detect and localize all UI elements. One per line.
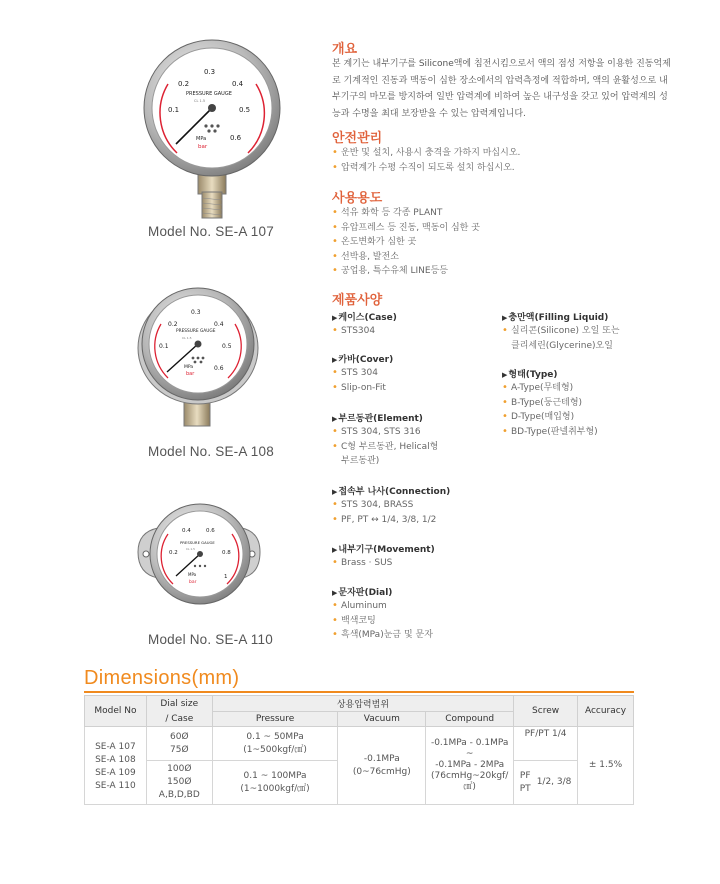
- header-vacuum: Vacuum: [338, 712, 426, 727]
- dial-label: 0.5: [239, 106, 251, 114]
- spec-heading-connection: ▶ 접속부 나사(Connection): [332, 484, 450, 497]
- pressure-value: (1~1000kgf/㎠): [240, 783, 310, 794]
- vacuum-value: (0~76cmHg): [352, 766, 411, 777]
- dial-label: 0.6: [206, 528, 215, 534]
- dial-unit-bar: bar: [186, 371, 195, 377]
- list-item: • STS 304, STS 316: [332, 425, 438, 440]
- dial-label: 0.6: [214, 365, 224, 372]
- spec-heading-case: ▶ 케이스(Case): [332, 310, 397, 323]
- gauge-image-se-a-107: [138, 36, 288, 222]
- dial-unit: MPa: [184, 365, 194, 370]
- spec-heading-cover: ▶ 카바(Cover): [332, 352, 393, 365]
- list-item: • 백색코팅: [332, 614, 433, 629]
- overview-title: 개요: [332, 42, 358, 57]
- list-item: • A-Type(무테형): [502, 381, 598, 396]
- header-model-no: Model No: [85, 696, 147, 727]
- header-compound: Compound: [426, 712, 514, 727]
- header-dial-size: Dial size: [146, 696, 212, 712]
- specs-title: 제품사양: [332, 293, 383, 308]
- list-item-continued: 부르동관): [341, 456, 380, 466]
- dial-size: 60Ø: [170, 731, 189, 742]
- vacuum-cell: [338, 727, 426, 805]
- dial-caption: PRESSURE GAUGE: [180, 540, 215, 545]
- list-item: • 선박용, 발전소: [332, 250, 480, 265]
- model-label-se-a-110: Model No. SE-A 110: [148, 632, 273, 647]
- list-item: • STS 304: [332, 366, 386, 381]
- screw-type-pt: PT: [519, 783, 531, 794]
- header-case: / Case: [146, 712, 212, 727]
- dial-label: 0.2: [168, 321, 178, 328]
- usage-list: [332, 206, 480, 279]
- pressure-value: 0.1 ~ 100MPa: [243, 770, 307, 781]
- vacuum-value: -0.1MPa: [363, 753, 400, 764]
- dial-unit: MPa: [188, 572, 197, 577]
- header-pressure: Pressure: [212, 712, 338, 727]
- compound-value: (76cmHg~20kgf/㎠): [431, 771, 509, 792]
- compound-cell: [426, 727, 514, 805]
- case-types: A,B,D,BD: [158, 790, 200, 800]
- screw-type-pf: PF: [519, 770, 531, 781]
- list-item: • B-Type(둥근테형): [502, 396, 598, 411]
- spec-heading-movement: ▶ 내부기구(Movement): [332, 542, 435, 555]
- list-item: • C형 부르동관, Helical형: [332, 440, 438, 455]
- screw-cell: [514, 761, 578, 805]
- dial-label: 0.1: [168, 106, 180, 114]
- spec-list-element: [332, 425, 438, 469]
- list-item: • 유압프레스 등 진동, 맥동이 심한 곳: [332, 221, 480, 236]
- screw-size: 1/2, 3/8: [536, 777, 572, 787]
- dial-label: 0.8: [222, 550, 231, 556]
- list-item: • 운반 및 설치, 사용시 충격을 가하지 마십시오.: [332, 146, 520, 161]
- spec-list-filling-liquid: [502, 324, 620, 353]
- spec-heading-type: ▶ 형태(Type): [502, 367, 558, 380]
- dial-label: 0.6: [230, 134, 242, 142]
- spec-list-case: [332, 324, 375, 339]
- dial-label: 0.2: [178, 80, 190, 88]
- dial-label: 0.4: [214, 321, 224, 328]
- list-item: • Brass · SUS: [332, 556, 392, 571]
- list-item: • PF, PT ↔ 1/4, 3/8, 1/2: [332, 513, 436, 528]
- overview-line: 본 계기는 내부기구를 Silicone액에 침전시킴으로서 액의 점성 저항을 이용한 진동억제: [332, 59, 671, 69]
- dial-label: 0.5: [222, 343, 232, 350]
- spec-list-connection: [332, 498, 436, 527]
- table-row: SE-A 110: [95, 780, 136, 791]
- usage-title: 사용용도: [332, 191, 383, 206]
- screw-value: PF/PT 1/4: [524, 729, 567, 739]
- dial-size-cell: [146, 727, 212, 761]
- pressure-value: 0.1 ~ 50MPa: [246, 731, 304, 742]
- list-item: • 압력계가 수평 수직이 되도록 설치 하십시오.: [332, 161, 520, 176]
- spec-list-movement: [332, 556, 392, 571]
- pressure-value: (1~500kgf/㎠): [243, 744, 307, 755]
- list-item: • 공업용, 특수유체 LINE등등: [332, 264, 480, 279]
- list-item: • 흑색(MPa)눈금 및 문자: [332, 628, 433, 643]
- dial-label: 0.2: [169, 550, 178, 556]
- list-item: • 실리콘(Silicone) 오일 또는: [502, 324, 620, 339]
- model-list-cell: [85, 727, 147, 805]
- list-item-continued: 클리세린(Glycerine)오일: [511, 340, 613, 351]
- dial-label: 0.1: [159, 343, 169, 350]
- dimensions-title: Dimensions(mm): [84, 667, 240, 689]
- dial-caption: PRESSURE GAUGE: [186, 91, 232, 97]
- screw-cell: [514, 727, 578, 761]
- overview-text: [332, 56, 704, 122]
- spec-heading-element: ▶ 부르동관(Element): [332, 411, 423, 424]
- accuracy-cell: [578, 727, 634, 805]
- table-row: SE-A 107: [95, 741, 136, 752]
- pressure-cell: [212, 727, 338, 761]
- overview-line: 부기구의 마모를 방지하여 일반 압력계에 비하여 높은 내구성을 갖고 있어 압력계의 성: [332, 92, 668, 102]
- list-item: • D-Type(매입형): [502, 410, 598, 425]
- spec-list-type: [502, 381, 598, 439]
- header-accuracy: Accuracy: [578, 696, 634, 727]
- dial-size: 75Ø: [170, 744, 189, 755]
- dial-unit-bar: bar: [189, 580, 197, 585]
- table-row: SE-A 109: [95, 767, 136, 778]
- list-item: • Aluminum: [332, 599, 433, 614]
- dimensions-underline: [84, 691, 634, 693]
- overview-line: 능과 수명을 최대 보장받을 수 있는 압력계입니다.: [332, 108, 526, 119]
- dial-label: 0.4: [232, 80, 244, 88]
- compound-value: -0.1MPa - 0.1MPa: [430, 738, 509, 748]
- header-screw: Screw: [514, 696, 578, 727]
- list-item: • Slip-on-Fit: [332, 381, 386, 396]
- list-item: • 온도변화가 심한 곳: [332, 235, 480, 250]
- dial-size: 100Ø: [167, 764, 192, 774]
- dial-label: 1: [224, 574, 228, 580]
- dial-label: 0.4: [182, 528, 191, 534]
- spec-heading-dial: ▶ 문자판(Dial): [332, 585, 392, 598]
- dimensions-table: [84, 695, 634, 805]
- spec-list-dial: [332, 599, 433, 643]
- overview-line: 로 기계적인 진동과 맥동이 심한 장소에서의 압력측정에 적합하며, 액의 윤활성으로 내: [332, 75, 668, 86]
- dial-label: 0.3: [204, 68, 216, 76]
- dial-size-cell: [146, 761, 212, 805]
- list-item: • STS 304, BRASS: [332, 498, 436, 513]
- dial-class: CL 1.5: [182, 336, 192, 340]
- dial-unit-bar: bar: [198, 144, 208, 150]
- list-item: • 석유 화학 등 각종 PLANT: [332, 206, 480, 221]
- gauge-image-se-a-108: [132, 282, 282, 432]
- model-label-se-a-107: Model No. SE-A 107: [148, 224, 274, 239]
- dial-class: CL 1.5: [194, 99, 206, 103]
- table-row: SE-A 108: [95, 754, 136, 765]
- compound-value: ~: [465, 749, 474, 759]
- dial-class: CL 1.5: [186, 547, 195, 551]
- dial-unit: MPa: [196, 136, 207, 142]
- gauge-image-se-a-110: [132, 498, 282, 624]
- list-item: • BD-Type(판넬취부형): [502, 425, 598, 440]
- list-item: • STS304: [332, 324, 375, 339]
- safety-title: 안전관리: [332, 131, 383, 146]
- dial-caption: PRESSURE GAUGE: [176, 329, 216, 334]
- dial-size: 150Ø: [167, 777, 192, 787]
- dial-label: 0.3: [191, 309, 201, 316]
- accuracy-value: ± 1.5%: [588, 760, 623, 770]
- model-label-se-a-108: Model No. SE-A 108: [148, 444, 274, 459]
- spec-list-cover: [332, 366, 386, 395]
- spec-heading-filling-liquid: ▶ 충만액(Filling Liquid): [502, 310, 608, 323]
- compound-value: -0.1MPa - 2MPa: [435, 760, 505, 770]
- safety-list: [332, 146, 520, 175]
- header-pressure-range: 상용압력범위: [212, 696, 513, 712]
- pressure-cell: [212, 761, 338, 805]
